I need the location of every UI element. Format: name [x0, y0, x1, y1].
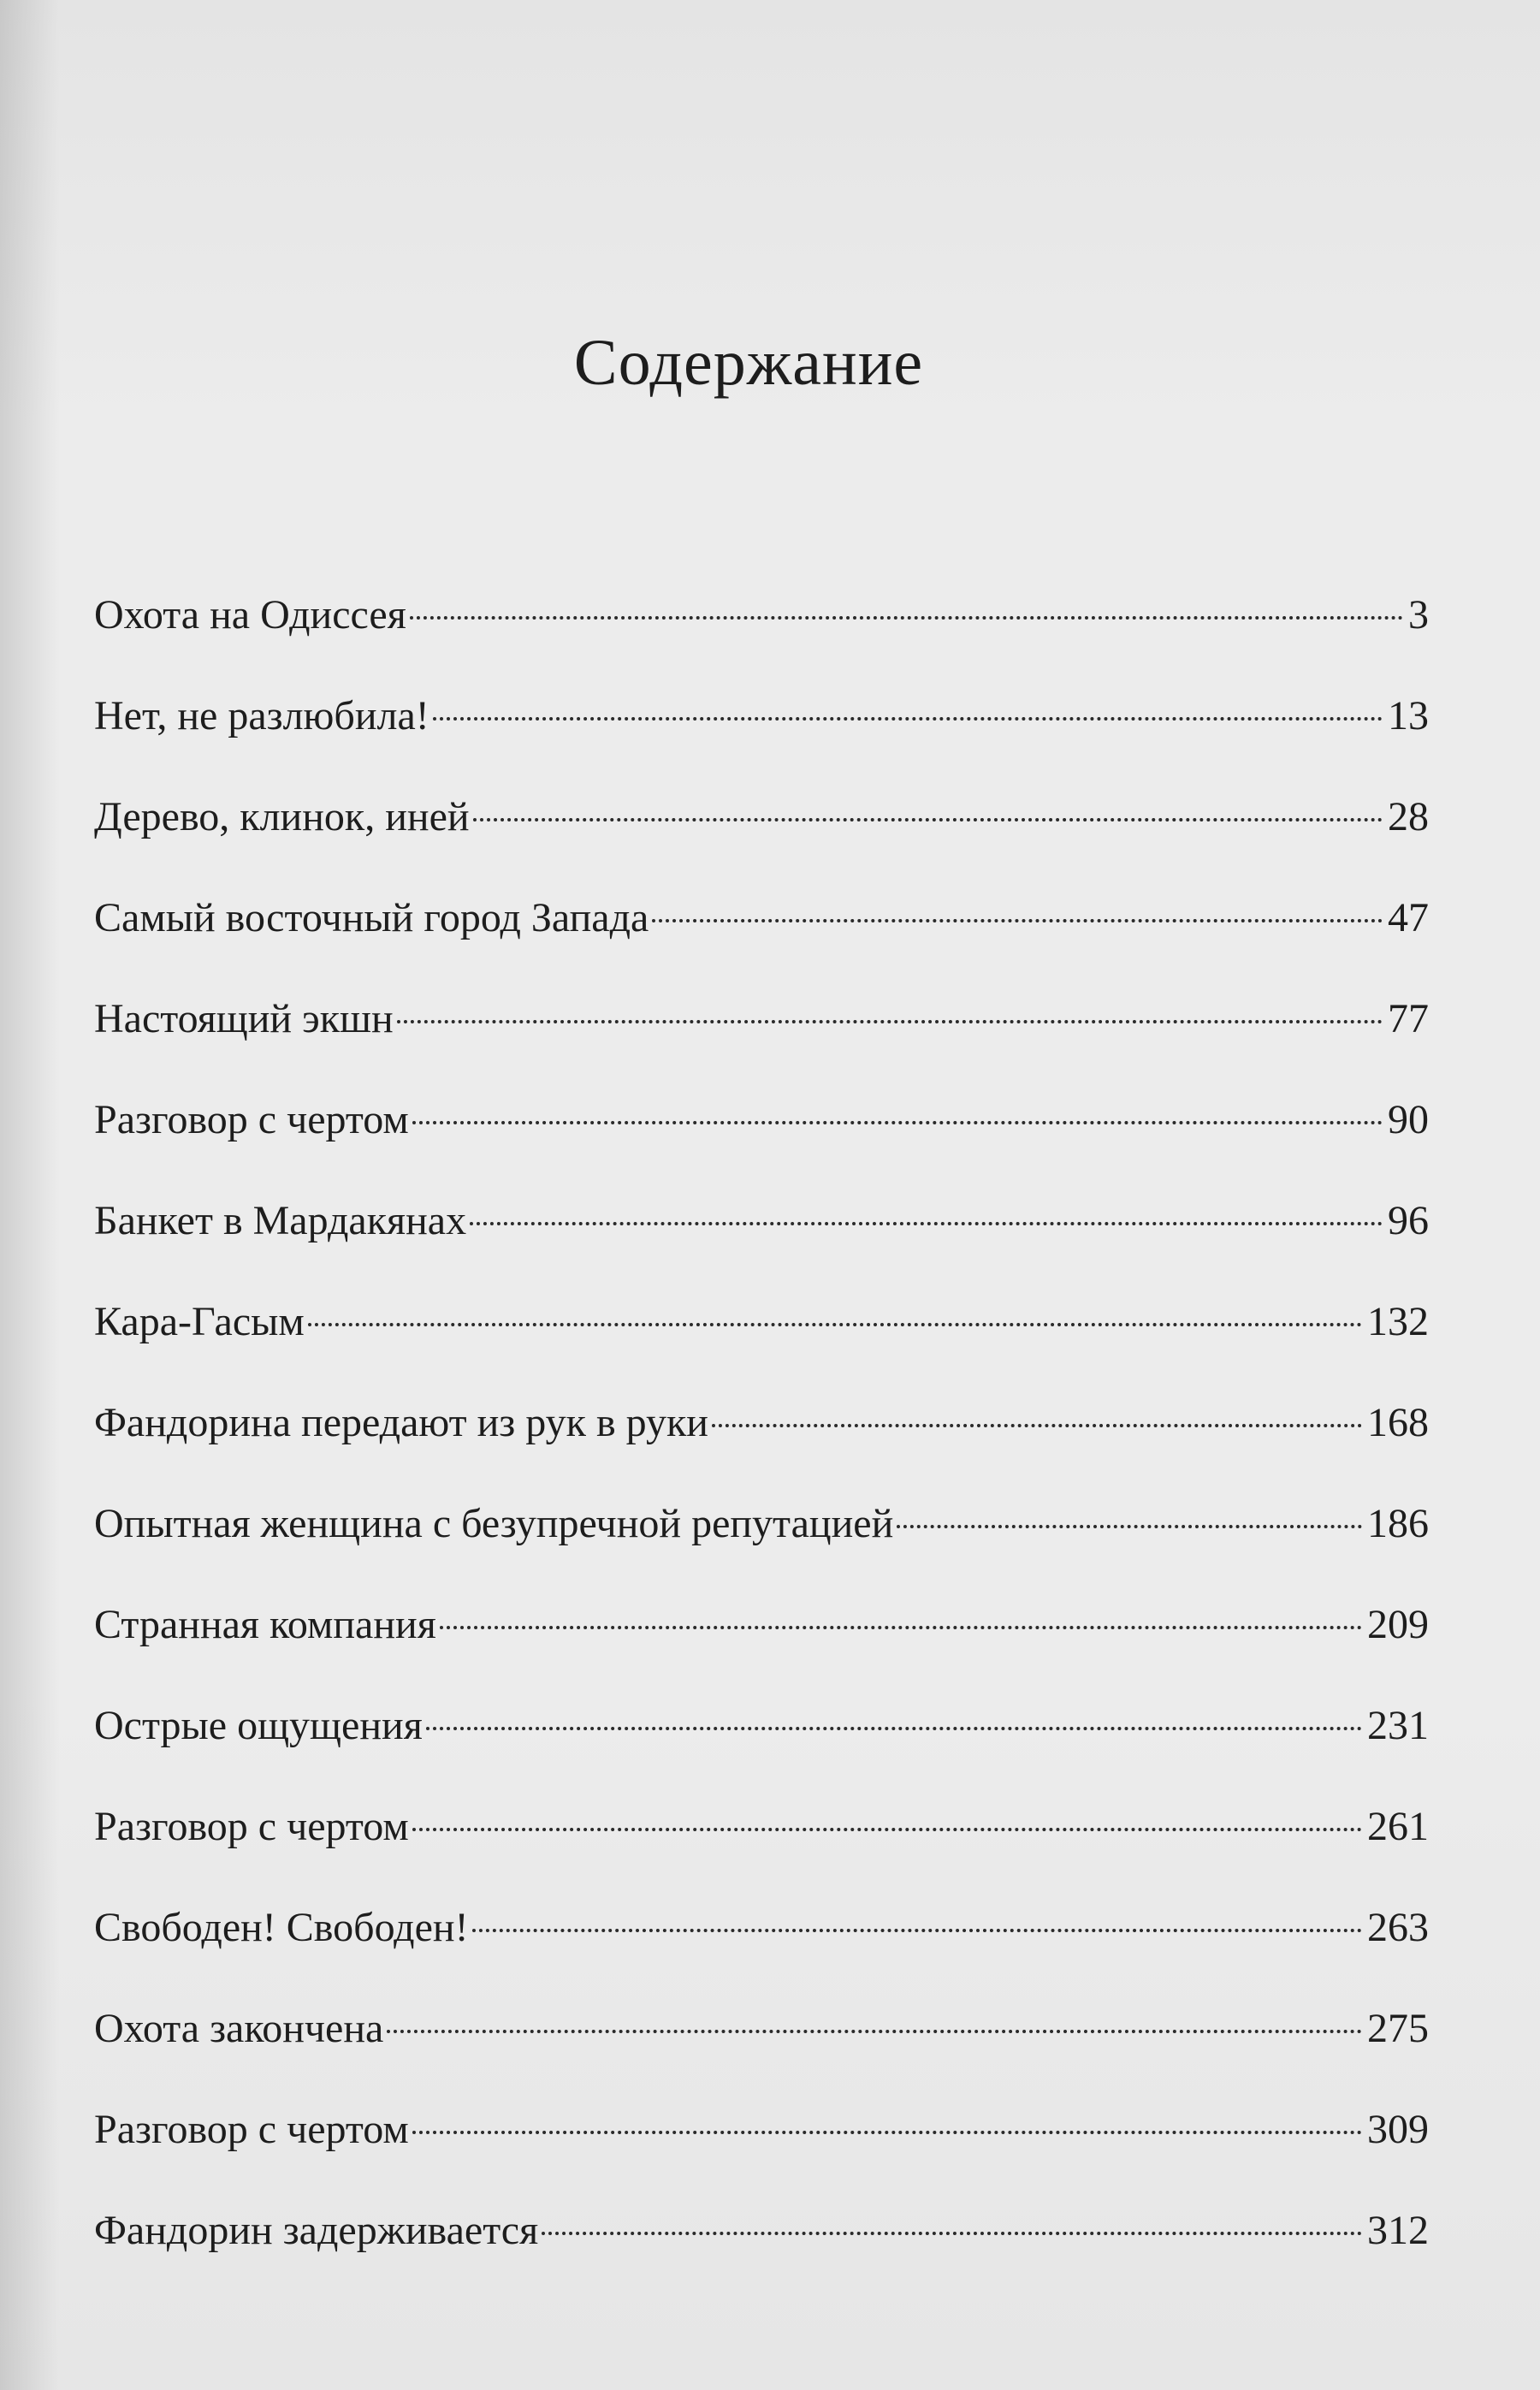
toc-entry-page: 132: [1367, 1299, 1429, 1344]
toc-entry-page: 275: [1367, 2006, 1429, 2051]
toc-entry-page: 261: [1367, 1804, 1429, 1849]
toc-entry-page: 96: [1388, 1198, 1429, 1243]
toc-entry: [94, 969, 1429, 1070]
toc-entry: [94, 666, 1429, 767]
toc-entry-page: 209: [1367, 1602, 1429, 1647]
toc-entry: [94, 1978, 1429, 2079]
toc-entry-page: 186: [1367, 1501, 1429, 1546]
toc-entry-title: Фандорин задерживается: [94, 2208, 539, 2253]
dot-leader: [470, 1222, 1383, 1225]
dot-leader: [472, 1929, 1362, 1932]
toc-entry-title: Разговор с чертом: [94, 1097, 409, 1142]
toc-entry-page: 90: [1388, 1097, 1429, 1142]
toc-entry-title: Фандорина передают из рук в руки: [94, 1400, 708, 1445]
toc-entry-title: Разговор с чертом: [94, 2107, 409, 2152]
toc-entry: [94, 1272, 1429, 1373]
toc-entry-title: Самый восточный город Запада: [94, 895, 649, 940]
toc-entry-title: Кара-Гасым: [94, 1299, 305, 1344]
toc-entry: [94, 868, 1429, 969]
toc-entry: [94, 2079, 1429, 2180]
table-of-contents: [94, 565, 1429, 2281]
dot-leader: [426, 1727, 1362, 1730]
toc-entry-title: Свободен! Свободен!: [94, 1905, 469, 1950]
toc-entry-title: Настоящий экшн: [94, 996, 394, 1041]
toc-entry-page: 28: [1388, 794, 1429, 839]
toc-entry: [94, 1474, 1429, 1575]
toc-entry-page: 312: [1367, 2208, 1429, 2253]
dot-leader: [412, 1828, 1362, 1831]
toc-entry: [94, 1373, 1429, 1474]
toc-entry-title: Нет, не разлюбила!: [94, 693, 429, 738]
toc-entry-title: Опытная женщина с безупречной репутацией: [94, 1501, 894, 1546]
toc-entry-page: 168: [1367, 1400, 1429, 1445]
dot-leader: [412, 1121, 1383, 1124]
toc-entry: [94, 1675, 1429, 1776]
toc-entry: [94, 1575, 1429, 1675]
toc-entry-title: Охота закончена: [94, 2006, 384, 2051]
toc-entry: [94, 1171, 1429, 1272]
dot-leader: [433, 717, 1383, 721]
toc-entry-title: Дерево, клинок, иней: [94, 794, 470, 839]
toc-entry-page: 47: [1388, 895, 1429, 940]
dot-leader: [412, 2131, 1362, 2134]
dot-leader: [542, 2232, 1362, 2235]
dot-leader: [387, 2030, 1362, 2033]
toc-entry-title: Острые ощущения: [94, 1703, 423, 1748]
toc-entry-title: Разговор с чертом: [94, 1804, 409, 1849]
toc-entry: [94, 1070, 1429, 1171]
toc-entry: [94, 565, 1429, 666]
toc-entry-page: 77: [1388, 996, 1429, 1041]
page-title: Содержание: [573, 326, 924, 399]
toc-entry-page: 231: [1367, 1703, 1429, 1748]
dot-leader: [897, 1525, 1362, 1528]
toc-entry-page: 13: [1388, 693, 1429, 738]
toc-entry: [94, 767, 1429, 868]
dot-leader: [397, 1020, 1383, 1023]
toc-entry: [94, 2180, 1429, 2281]
dot-leader: [308, 1323, 1362, 1326]
toc-entry-page: 3: [1408, 592, 1429, 638]
toc-entry: [94, 1877, 1429, 1978]
toc-entry-title: Банкет в Мардакянах: [94, 1198, 467, 1243]
dot-leader: [652, 919, 1383, 922]
dot-leader: [440, 1626, 1362, 1629]
toc-entry-title: Странная компания: [94, 1602, 436, 1647]
toc-entry-title: Охота на Одиссея: [94, 592, 406, 638]
toc-entry-page: 309: [1367, 2107, 1429, 2152]
toc-entry-page: 263: [1367, 1905, 1429, 1950]
dot-leader: [712, 1424, 1362, 1427]
toc-entry: [94, 1776, 1429, 1877]
dot-leader: [473, 818, 1383, 821]
dot-leader: [410, 616, 1403, 620]
